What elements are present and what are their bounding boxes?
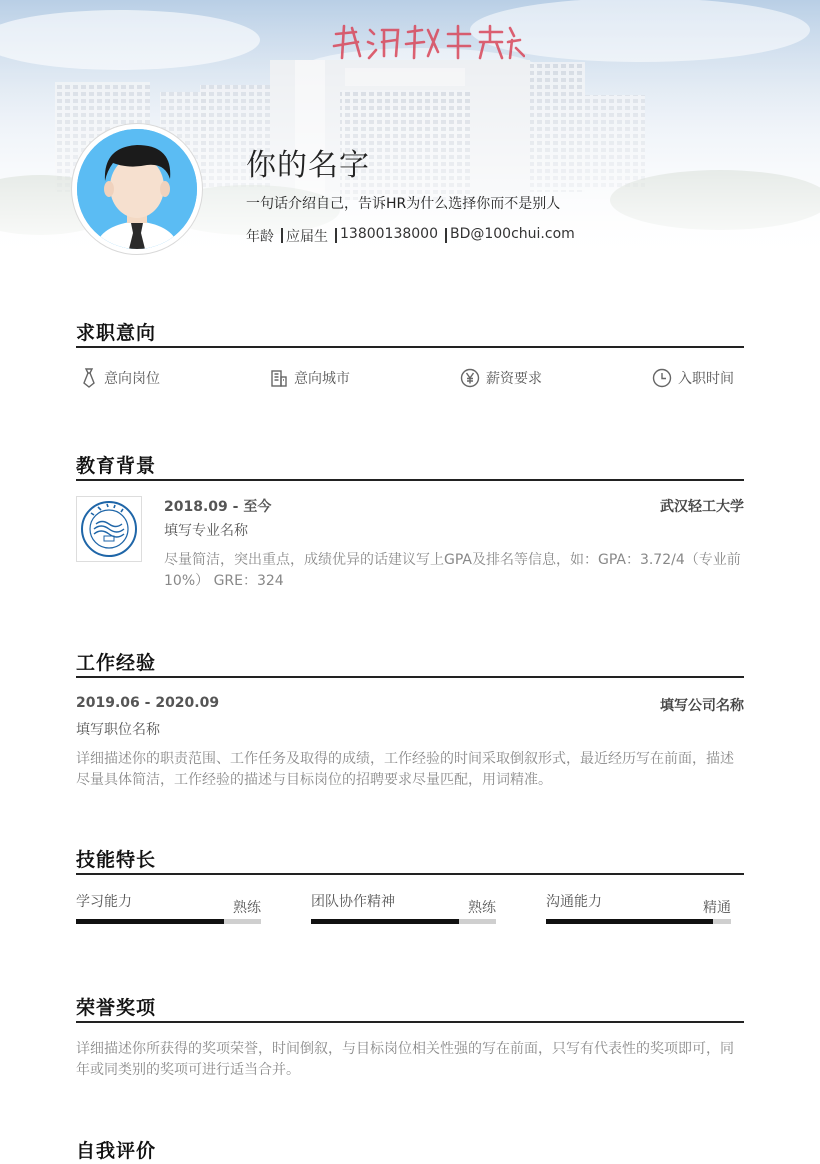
- section-title: 教育背景: [76, 455, 157, 477]
- skills-row: [76, 891, 744, 924]
- section-title: 荣誉奖项: [76, 997, 157, 1019]
- contact-line: [246, 226, 575, 246]
- section-header: [76, 993, 744, 1023]
- skill-item: [76, 891, 261, 924]
- skill-item: [311, 891, 496, 924]
- intent-position: [80, 368, 160, 388]
- education-body: [164, 496, 744, 592]
- section-header: [76, 451, 744, 481]
- skill-item: [546, 891, 731, 924]
- section-job-intent: [76, 318, 744, 388]
- clock-icon: [652, 368, 672, 388]
- avatar: [72, 124, 202, 254]
- section-title: 求职意向: [76, 322, 157, 344]
- skill-name: 沟通能力: [546, 894, 602, 910]
- work-description: 详细描述你的职责范围、工作任务及取得的成绩，工作经验的时间采取倒叙形式，最近经历写在前面，描述尽量具体简洁，工作经验的描述与目标岗位的招聘要求尽量匹配，用词精准。: [76, 751, 734, 788]
- intent-label: 薪资要求: [486, 371, 542, 387]
- section-header: [76, 845, 744, 875]
- skill-bar-fill: [311, 919, 459, 924]
- skill-name: 团队协作精神: [311, 894, 395, 910]
- skill-name: 学习能力: [76, 894, 132, 910]
- skill-bar-track: [546, 919, 731, 924]
- contact-status: 应届生: [286, 229, 328, 245]
- work-header-row: [76, 695, 744, 715]
- major-name: 填写专业名称: [164, 523, 248, 539]
- separator: [335, 228, 337, 243]
- position-name: 填写职位名称: [76, 722, 160, 738]
- contact-email: BD@100chui.com: [449, 226, 575, 242]
- education-description: 尽量简洁，突出重点，成绩优异的话建议写上GPA及排名等信息，如：GPA：3.72/4（专业前10%） GRE：324: [164, 552, 741, 589]
- intent-start-time: [652, 368, 734, 388]
- contact-phone: 13800138000: [340, 226, 438, 242]
- intent-label: 意向岗位: [104, 371, 160, 387]
- building-icon: [270, 369, 288, 387]
- work-date: 2019.06 - 2020.09: [76, 695, 220, 711]
- skill-bar-fill: [76, 919, 224, 924]
- candidate-name: 你的名字: [246, 148, 370, 183]
- skill-level: 熟练: [468, 900, 496, 916]
- skill-level: 熟练: [233, 900, 261, 916]
- intent-city: [270, 368, 350, 388]
- section-header: [76, 648, 744, 678]
- section-title: 工作经验: [76, 652, 157, 674]
- person-avatar-icon: [77, 129, 197, 249]
- section-education: [76, 451, 744, 592]
- school-logo: [76, 496, 142, 562]
- skill-bar-track: [311, 919, 496, 924]
- school-name: 武汉轻工大学: [660, 499, 744, 515]
- work-entry: [76, 695, 744, 791]
- intent-label: 入职时间: [678, 371, 734, 387]
- section-title: 技能特长: [76, 849, 157, 871]
- education-date: 2018.09 - 至今: [164, 499, 272, 515]
- education-entry: [76, 496, 744, 592]
- section-header: [76, 318, 744, 348]
- calligraphy-logo: [330, 22, 525, 64]
- section-work: [76, 648, 744, 791]
- school-seal-icon: [79, 499, 139, 559]
- honors-description: 详细描述你所获得的奖项荣誉，时间倒叙，与目标岗位相关性强的写在前面，只写有代表性的奖项即可，同年或同类别的奖项可进行适当合并。: [76, 1041, 734, 1078]
- tie-icon: [80, 368, 98, 388]
- intent-label: 意向城市: [294, 371, 350, 387]
- education-header-row: [164, 496, 744, 516]
- yen-icon: [460, 368, 480, 388]
- section-title: 自我评价: [76, 1140, 157, 1162]
- section-honors: [76, 993, 744, 1081]
- section-skills: [76, 845, 744, 924]
- intent-salary: [460, 368, 542, 388]
- company-name: 填写公司名称: [660, 698, 744, 714]
- candidate-slogan: 一句话介绍自己，告诉HR为什么选择你而不是别人: [246, 196, 561, 212]
- skill-bar-track: [76, 919, 261, 924]
- separator: [281, 228, 283, 243]
- separator: [445, 228, 447, 243]
- skill-level: 精通: [703, 900, 731, 916]
- skill-bar-fill: [546, 919, 713, 924]
- intent-row: [76, 368, 744, 388]
- contact-age: 年龄: [246, 229, 274, 245]
